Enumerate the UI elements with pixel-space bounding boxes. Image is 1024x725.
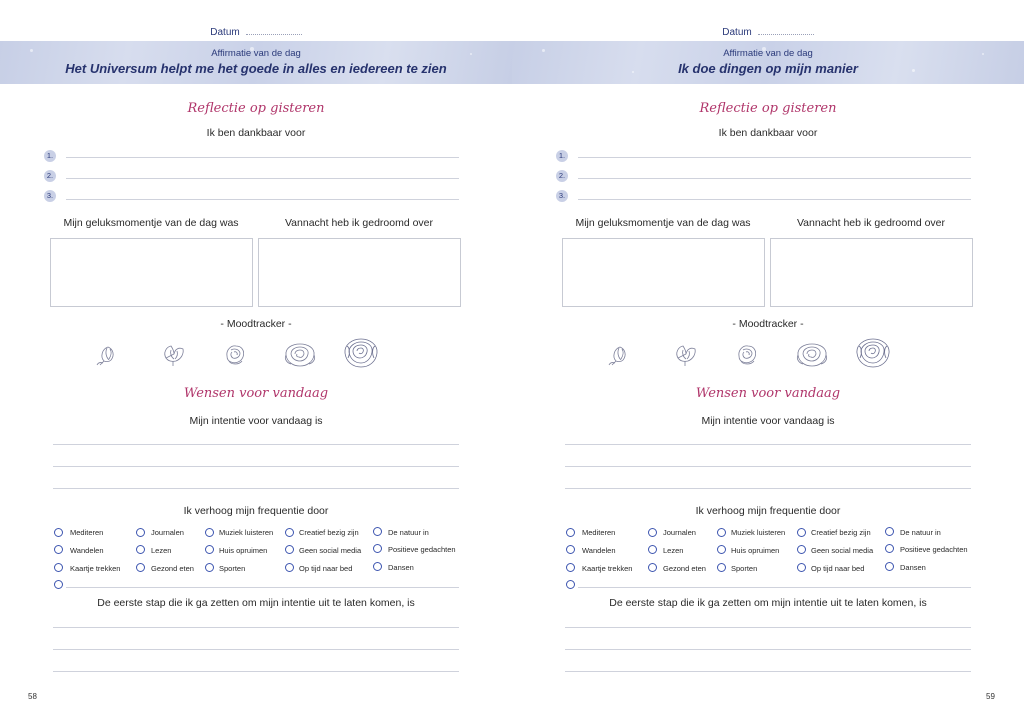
checkbox-circle[interactable] xyxy=(205,545,214,554)
rose-full-bloom-icon[interactable] xyxy=(342,336,380,370)
checkbox-circle[interactable] xyxy=(285,528,294,537)
page-number: 59 xyxy=(986,692,995,701)
option-mediteren: Mediteren xyxy=(70,528,104,537)
checkbox-circle[interactable] xyxy=(54,528,63,537)
intention-line-2[interactable] xyxy=(53,466,459,467)
option-wandelen: Wandelen xyxy=(70,546,104,555)
option-journalen: Journalen xyxy=(151,528,184,537)
checkbox-circle[interactable] xyxy=(717,528,726,537)
rose-full-bloom-icon[interactable] xyxy=(854,336,892,370)
option-muziek-luisteren: Muziek luisteren xyxy=(219,528,274,537)
happy-moment-box[interactable] xyxy=(562,238,765,307)
happy-moment-box[interactable] xyxy=(50,238,253,307)
datum-input-line[interactable] xyxy=(246,26,302,35)
grateful-line-1[interactable] xyxy=(66,157,459,158)
option-journalen: Journalen xyxy=(663,528,696,537)
checkbox-circle[interactable] xyxy=(797,545,806,554)
checkbox-circle[interactable] xyxy=(566,563,575,572)
option-huis-opruimen: Huis opruimen xyxy=(731,546,780,555)
grateful-label: Ik ben dankbaar voor xyxy=(206,127,306,139)
checkbox-circle[interactable] xyxy=(285,563,294,572)
grateful-number-1: 1. xyxy=(44,150,56,162)
grateful-line-1[interactable] xyxy=(578,157,971,158)
intention-line-1[interactable] xyxy=(53,444,459,445)
checkbox-circle[interactable] xyxy=(373,562,382,571)
checkbox-circle[interactable] xyxy=(373,544,382,553)
option-op-tijd-naar-bed: Op tijd naar bed xyxy=(811,564,865,573)
checkbox-circle[interactable] xyxy=(205,563,214,572)
grateful-label: Ik ben dankbaar voor xyxy=(718,127,818,139)
first-step-line-3[interactable] xyxy=(565,671,971,672)
option-creatief-bezig-zijn: Creatief bezig zijn xyxy=(811,528,871,537)
grateful-line-3[interactable] xyxy=(66,199,459,200)
intention-label: Mijn intentie voor vandaag is xyxy=(701,415,835,427)
checkbox-circle[interactable] xyxy=(136,528,145,537)
dream-label: Vannacht heb ik gedroomd over xyxy=(796,217,946,229)
intention-line-1[interactable] xyxy=(565,444,971,445)
first-step-line-1[interactable] xyxy=(565,627,971,628)
first-step-label: De eerste stap die ik ga zetten om mijn intentie uit te laten komen, is xyxy=(97,597,415,609)
option-positieve-gedachten: Positieve gedachten xyxy=(900,545,968,554)
checkbox-circle[interactable] xyxy=(717,545,726,554)
first-step-label: De eerste stap die ik ga zetten om mijn intentie uit te laten komen, is xyxy=(609,597,927,609)
rose-bud-icon[interactable] xyxy=(94,340,122,368)
checkbox-circle[interactable] xyxy=(566,545,575,554)
datum-field xyxy=(0,26,512,38)
intention-line-2[interactable] xyxy=(565,466,971,467)
reflection-title: Reflectie op gisteren xyxy=(187,101,325,116)
dream-box[interactable] xyxy=(770,238,973,307)
option-muziek-luisteren: Muziek luisteren xyxy=(731,528,786,537)
intention-label: Mijn intentie voor vandaag is xyxy=(189,415,323,427)
option-dansen: Dansen xyxy=(388,563,414,572)
rose-opening-icon[interactable] xyxy=(221,340,249,368)
frequency-label: Ik verhoog mijn frequentie door xyxy=(183,505,329,517)
option-mediteren: Mediteren xyxy=(582,528,616,537)
dream-label: Vannacht heb ik gedroomd over xyxy=(284,217,434,229)
custom-option-line[interactable] xyxy=(578,587,971,588)
option-geen-social-media: Geen social media xyxy=(299,546,362,555)
checkbox-circle[interactable] xyxy=(717,563,726,572)
rose-opening-icon[interactable] xyxy=(733,340,761,368)
checkbox-circle[interactable] xyxy=(885,562,894,571)
checkbox-circle[interactable] xyxy=(648,545,657,554)
first-step-line-3[interactable] xyxy=(53,671,459,672)
rose-open-icon[interactable] xyxy=(795,340,829,370)
first-step-line-2[interactable] xyxy=(53,649,459,650)
affirmation-label: Affirmatie van de dag xyxy=(723,48,813,59)
checkbox-circle[interactable] xyxy=(797,563,806,572)
rose-open-icon[interactable] xyxy=(283,340,317,370)
checkbox-circle[interactable] xyxy=(648,528,657,537)
custom-option-line[interactable] xyxy=(66,587,459,588)
page-right xyxy=(512,0,1024,725)
checkbox-circle-custom[interactable] xyxy=(54,580,63,589)
option-op-tijd-naar-bed: Op tijd naar bed xyxy=(299,564,353,573)
datum-label: Datum xyxy=(722,27,752,38)
affirmation-text: Het Universum helpt me het goede in alles en iedereen te zien xyxy=(65,61,447,76)
grateful-line-2[interactable] xyxy=(66,178,459,179)
grateful-number-2: 2. xyxy=(44,170,56,182)
checkbox-circle[interactable] xyxy=(205,528,214,537)
option-lezen: Lezen xyxy=(151,546,172,555)
option-wandelen: Wandelen xyxy=(582,546,616,555)
checkbox-circle[interactable] xyxy=(648,563,657,572)
reflection-title: Reflectie op gisteren xyxy=(699,101,837,116)
checkbox-circle[interactable] xyxy=(54,563,63,572)
option-sporten: Sporten xyxy=(219,564,246,573)
datum-input-line[interactable] xyxy=(758,26,814,35)
intention-line-3[interactable] xyxy=(53,488,459,489)
checkbox-circle[interactable] xyxy=(54,545,63,554)
wishes-title: Wensen voor vandaag xyxy=(695,386,841,401)
option-creatief-bezig-zijn: Creatief bezig zijn xyxy=(299,528,359,537)
option-huis-opruimen: Huis opruimen xyxy=(219,546,268,555)
grateful-line-3[interactable] xyxy=(578,199,971,200)
rose-half-open-icon[interactable] xyxy=(159,340,187,368)
page-number: 58 xyxy=(28,692,37,701)
checkbox-circle[interactable] xyxy=(136,545,145,554)
option-positieve-gedachten: Positieve gedachten xyxy=(388,545,456,554)
checkbox-circle[interactable] xyxy=(136,563,145,572)
first-step-line-1[interactable] xyxy=(53,627,459,628)
grateful-number-3: 3. xyxy=(556,190,568,202)
affirmation-label: Affirmatie van de dag xyxy=(211,48,301,59)
happy-moment-label: Mijn geluksmomentje van de dag was xyxy=(575,217,751,229)
grateful-number-2: 2. xyxy=(556,170,568,182)
option-kaartje-trekken: Kaartje trekken xyxy=(582,564,633,573)
intention-line-3[interactable] xyxy=(565,488,971,489)
option-gezond-eten: Gezond eten xyxy=(151,564,194,573)
option-de-natuur-in: De natuur in xyxy=(900,528,941,537)
checkbox-circle-custom[interactable] xyxy=(566,580,575,589)
dream-box[interactable] xyxy=(258,238,461,307)
option-sporten: Sporten xyxy=(731,564,758,573)
option-de-natuur-in: De natuur in xyxy=(388,528,429,537)
checkbox-circle[interactable] xyxy=(885,527,894,536)
checkbox-circle[interactable] xyxy=(373,527,382,536)
rose-bud-icon[interactable] xyxy=(606,340,634,368)
datum-field xyxy=(512,26,1024,38)
happy-moment-label: Mijn geluksmomentje van de dag was xyxy=(63,217,239,229)
option-kaartje-trekken: Kaartje trekken xyxy=(70,564,121,573)
option-lezen: Lezen xyxy=(663,546,684,555)
checkbox-circle[interactable] xyxy=(797,528,806,537)
option-dansen: Dansen xyxy=(900,563,926,572)
affirmation-text: Ik doe dingen op mijn manier xyxy=(678,61,858,76)
first-step-line-2[interactable] xyxy=(565,649,971,650)
moodtracker-label: - Moodtracker - xyxy=(732,318,804,330)
wishes-title: Wensen voor vandaag xyxy=(183,386,329,401)
option-gezond-eten: Gezond eten xyxy=(663,564,706,573)
grateful-line-2[interactable] xyxy=(578,178,971,179)
rose-half-open-icon[interactable] xyxy=(671,340,699,368)
grateful-number-1: 1. xyxy=(556,150,568,162)
checkbox-circle[interactable] xyxy=(566,528,575,537)
option-geen-social-media: Geen social media xyxy=(811,546,874,555)
moodtracker-label: - Moodtracker - xyxy=(220,318,292,330)
checkbox-circle[interactable] xyxy=(285,545,294,554)
datum-label: Datum xyxy=(210,27,240,38)
checkbox-circle[interactable] xyxy=(885,544,894,553)
grateful-number-3: 3. xyxy=(44,190,56,202)
frequency-label: Ik verhoog mijn frequentie door xyxy=(695,505,841,517)
